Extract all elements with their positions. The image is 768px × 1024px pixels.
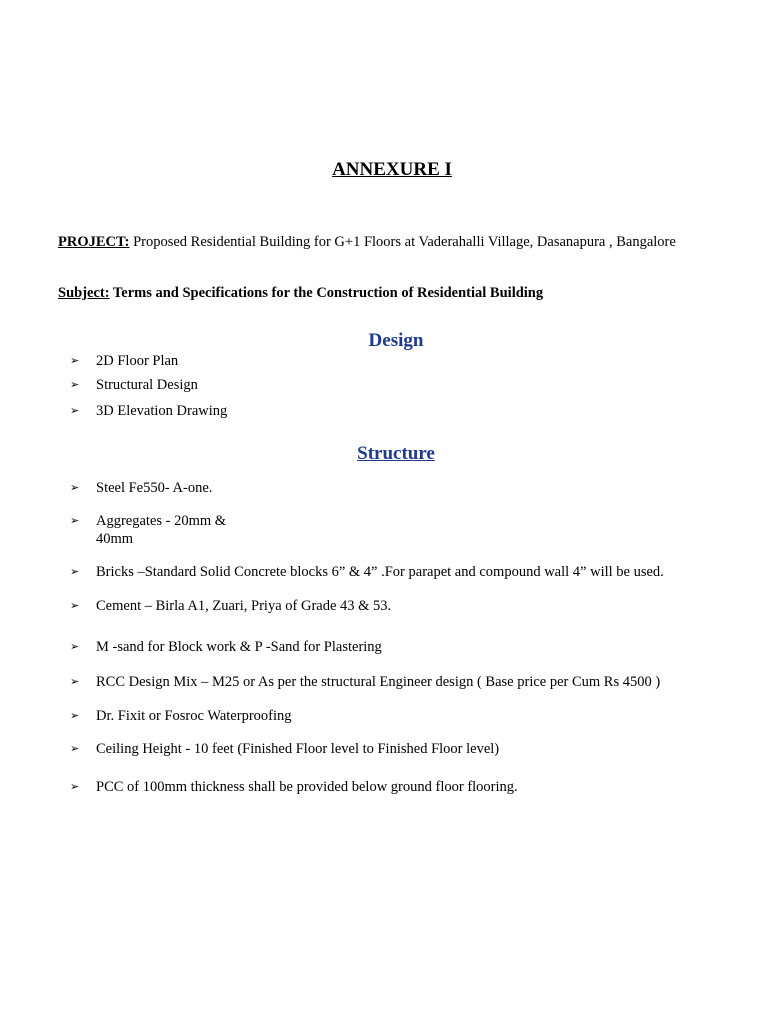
list-item [70,638,382,656]
list-item-text: Structural Design [96,377,198,393]
arrow-bullet-icon: ➢ [70,378,80,391]
list-item [70,512,244,548]
list-item [70,707,292,725]
list-item-text: Dr. Fixit or Fosroc Waterproofing [96,708,292,724]
list-item-text: Aggregates - 20mm & 40mm [96,513,227,547]
arrow-bullet-icon: ➢ [70,709,80,722]
structure-heading: Structure [357,443,435,464]
subject-label: Subject: [58,285,110,301]
arrow-bullet-icon: ➢ [70,354,80,367]
list-item-text: Ceiling Height - 10 feet (Finished Floor level to Finished Floor level) [96,741,500,757]
arrow-bullet-icon: ➢ [70,481,80,494]
arrow-bullet-icon: ➢ [70,780,80,793]
list-item-text: Bricks –Standard Solid Concrete blocks 6” & 4” .For parapet and compound wall 4” will be used. [96,564,664,580]
list-item [70,740,499,758]
subject-line [58,285,543,302]
list-item [70,597,391,615]
list-item [70,479,212,497]
design-heading: Design [368,330,424,351]
list-item [70,352,178,370]
list-item-text: Cement – Birla A1, Zuari, Priya of Grade 43 & 53. [96,598,392,614]
list-item-text: RCC Design Mix – M25 or As per the structural Engineer design ( Base price per Cum Rs 4500 ) [96,674,661,690]
list-item-text: Steel Fe550- A-one. [96,480,213,496]
list-item [70,402,227,420]
list-item-text: M -sand for Block work & P -Sand for Plastering [96,639,382,655]
subject-text: Terms and Specifications for the Construction of Residential Building [109,285,544,301]
arrow-bullet-icon: ➢ [70,640,80,653]
project-text: Proposed Residential Building for G+1 Floors at Vaderahalli Village, Dasanapura , Bangalore [129,234,676,250]
list-item-text: PCC of 100mm thickness shall be provided below ground floor flooring. [96,779,518,795]
list-item-text: 2D Floor Plan [96,353,179,369]
project-line [58,234,676,251]
arrow-bullet-icon: ➢ [70,565,80,578]
list-item [70,778,518,796]
arrow-bullet-icon: ➢ [70,742,80,755]
list-item-text: 3D Elevation Drawing [96,403,228,419]
list-item [70,673,660,691]
project-label: PROJECT: [58,234,130,250]
list-item [70,376,198,394]
arrow-bullet-icon: ➢ [70,599,80,612]
arrow-bullet-icon: ➢ [70,514,80,527]
page-title: ANNEXURE I [332,159,452,180]
arrow-bullet-icon: ➢ [70,675,80,688]
arrow-bullet-icon: ➢ [70,404,80,417]
list-item [70,563,664,581]
